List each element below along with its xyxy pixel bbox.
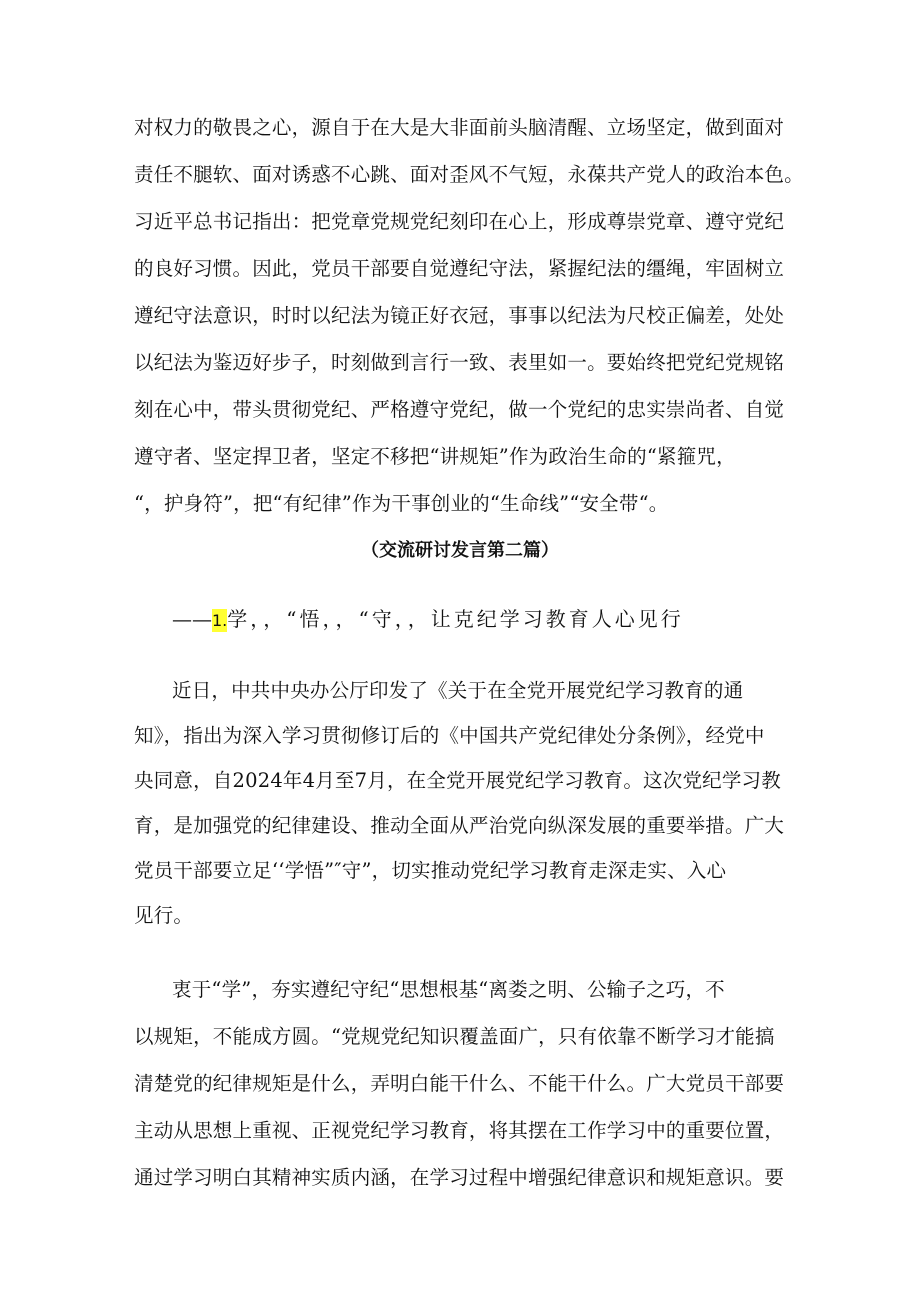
text-line: 衷于“学”，夯实遵纪守纪“思想根基“离娄之明、公输子之巧，不 [172, 978, 725, 1001]
text-line: 主动从思想上重视、正视党纪学习教育，将其摆在工作学习中的重要位置， [134, 1119, 785, 1142]
text-line: 党员干部要立足‘‘学悟”″守”，切实推动党纪学习教育走深走实、入心 [134, 859, 727, 882]
section-heading: （交流研讨发言第二篇） [361, 540, 559, 561]
text-line: 刻在心中，带头贯彻党纪、严格遵守党纪，做一个党纪的忠实崇尚者、自觉 [134, 398, 785, 421]
text-line: 对权力的敬畏之心，源自于在大是大非面前头脑清醒、立场坚定，做到面对 [134, 116, 785, 139]
text-line: 责任不腿软、面对诱惑不心跳、面对歪风不气短，永葆共产党人的政治本色。 [134, 163, 804, 186]
text-line: 育，是加强党的纪律建设、推动全面从严治党向纵深发展的重要举措。广大 [134, 814, 785, 837]
text-line: 以规矩，不能成方圆。“党规党纪知识覆盖面广，只有依靠不断学习才能搞 [134, 1025, 775, 1048]
text-line: 以纪法为鉴迈好步子，时刻做到言行一致、表里如一。要始终把党纪党规铭 [134, 351, 785, 374]
text-line: 知》，指出为深入学习贯彻修订后的《中国共产党纪律处分条例》，经党中 [134, 724, 765, 747]
highlighted-number: 1. [212, 611, 228, 630]
text-line: 央同意，自2024年4月至7月，在全党开展党纪学习教育。这次党纪学习教 [134, 769, 781, 792]
text-line: 清楚党的纪律规矩是什么，弄明白能干什么、不能干什么。广大党员干部要 [134, 1072, 785, 1095]
subtitle-text: 学，，“悟，，“守，，让克纪学习教育人心见行 [227, 607, 684, 631]
text-line: 遵守者、坚定捍卫者，坚定不移把“讲规矩”作为政治生命的“紧箍咒， [134, 445, 736, 468]
text-line: 近日，中共中央办公厅印发了《关于在全党开展党纪学习教育的通 [172, 679, 744, 702]
text-line: 的良好习惯。因此，党员干部要自觉遵纪守法，紧握纪法的缰绳，牢固树立 [134, 257, 785, 280]
text-line: “，护身符”，把“有纪律”作为干事创业的“生命线”“安全带“。 [134, 492, 669, 515]
text-line: 习近平总书记指出：把党章党规党纪刻印在心上，形成尊崇党章、遵守党纪 [134, 210, 785, 233]
subtitle-dash: —— [172, 607, 212, 631]
section-subtitle [172, 604, 792, 636]
text-line: 遵纪守法意识，时时以纪法为镜正好衣冠，事事以纪法为尺校正偏差，处处 [134, 304, 785, 327]
text-line: 通过学习明白其精神实质内涵，在学习过程中增强纪律意识和规矩意识。要 [134, 1166, 785, 1189]
text-line: 见行。 [134, 904, 194, 927]
